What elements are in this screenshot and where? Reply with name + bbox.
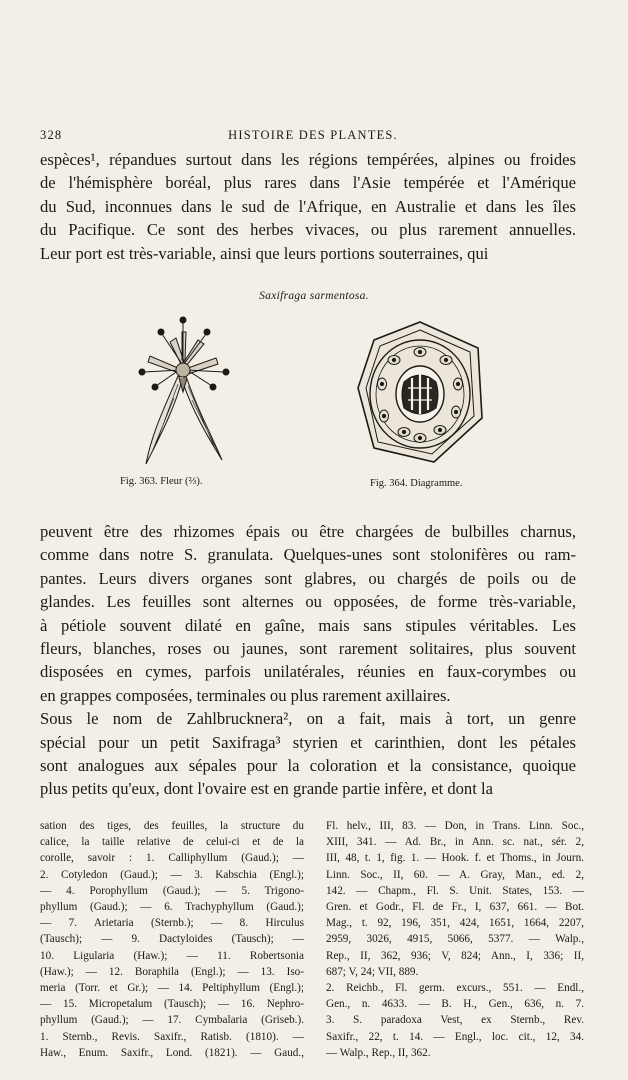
text-line: plus petits qu'eux, dont l'ovaire est en grande partie infère, et dont la xyxy=(40,779,493,799)
text-line: en grappes composées, terminales ou plus rarement axillaires. xyxy=(40,685,451,705)
plate-title: Saxifraga sarmentosa. xyxy=(259,290,369,302)
footnote-line: 687; V, 24; VII, 889. xyxy=(326,965,419,978)
text-line: comme dans notre S. granulata. Quelques-unes sont stolonifères ou ram- xyxy=(40,545,576,565)
flower-illustration xyxy=(126,314,236,474)
text-line: du Pacifique. Ce sont des herbes vivaces, ou plus rarement annuelles. xyxy=(40,220,576,240)
footnote-line: — 15. Micropetalum (Tausch); — 16. Nephro- xyxy=(40,998,304,1011)
text-line: à pétiole souvent dilaté en gaîne, mais sans stipules véritables. Les xyxy=(40,615,576,635)
footnote-line: 10. Ligularia (Haw.); — 11. Robertsonia xyxy=(40,949,304,962)
figure-364-caption: Fig. 364. Diagramme. xyxy=(370,478,463,489)
running-header xyxy=(40,128,586,148)
footnotes-left-column xyxy=(40,818,304,1061)
footnotes-right-column xyxy=(326,818,584,1061)
text-line: sont analogues aux sépales pour la coloration et la consistance, quoique xyxy=(40,756,576,776)
footnote-line: Haw., Enum. Saxifr., Lond. (1821). — Gaud., xyxy=(40,1046,304,1059)
text-line: du Sud, inconnues dans le sud de l'Afrique, en Australie et dans les îles xyxy=(40,196,576,216)
footnote-line: 142. — Chapm., Fl. S. Unit. States, 153. — xyxy=(326,884,584,897)
footnote-line: Linn. Soc., II, 60. — A. Gray, Man., ed. 2, xyxy=(326,868,584,881)
page-number: 328 xyxy=(40,128,63,142)
footnote-line: III, 48, t. 1, fig. 1. — Hook. f. et Thoms., in Journ. xyxy=(326,852,584,865)
text-line: pantes. Leurs divers organes sont glabres, ou chargés de poils ou de xyxy=(40,568,576,588)
footnote-line: sation des tiges, des feuilles, la structure du xyxy=(40,820,304,832)
footnote-line: Fl. helv., III, 83. — Don, in Trans. Linn. Soc., xyxy=(326,820,584,832)
running-title: HISTOIRE DES PLANTES. xyxy=(228,128,398,142)
footnote-line: phyllum (Gaud.); — 6. Trachyphyllum (Gaud.); xyxy=(40,901,304,914)
text-line: spécial pour un petit Saxifraga³ styrien et carinthien, dont les pétales xyxy=(40,732,576,752)
footnote-line: — 4. Porophyllum (Gaud.); — 5. Trigono- xyxy=(40,884,304,897)
footnote-line: phyllum (Gaud.); — 17. Cymbalaria (Griseb.). xyxy=(40,1014,304,1027)
figure-363-caption: Fig. 363. Fleur (⅔). xyxy=(120,476,203,487)
text-line: Leur port est très-variable, ainsi que leurs portions souterraines, qui xyxy=(40,243,489,263)
footnote-line: (Haw.); — 12. Boraphila (Engl.); — 13. Iso- xyxy=(40,965,304,978)
text-line: peuvent être des rhizomes épais ou être chargées de bulbilles charnus, xyxy=(40,522,576,541)
footnote-line: Gren. et Godr., Fl. de Fr., I, 637, 661. — Bot. xyxy=(326,901,584,914)
text-line: espèces¹, répandues surtout dans les régions tempérées, alpines ou froides xyxy=(40,150,576,169)
footnote-line: 1. Sternb., Revis. Saxifr., Ratisb. (1810). — xyxy=(40,1030,304,1043)
footnote-line: Mag., t. 92, 196, 351, 424, 1651, 1664, 2207, xyxy=(326,917,584,930)
footnote-line: meria (Torr. et Gr.); — 14. Peltiphyllum (Engl.); xyxy=(40,982,304,995)
footnote-line: 3. S. paradoxa Vest, ex Sternb., Rev. xyxy=(326,1014,584,1027)
footnote-line: — Walp., Rep., II, 362. xyxy=(326,1046,431,1059)
text-line: disposées en cymes, parfois unilatérales, réunies en faux-corymbes ou xyxy=(40,662,576,682)
footnote-line: Rep., II, 362, 936; V, 824; Ann., I, 336; II, xyxy=(326,949,584,962)
footnote-line: corolle, savoir : 1. Calliphyllum (Gaud.); — xyxy=(40,852,304,865)
footnote-line: 2. Reichb., Fl. germ. excurs., 551. — Endl., xyxy=(326,982,584,995)
text-line: glandes. Les feuilles sont alternes ou opposées, de forme très-variable, xyxy=(40,592,576,612)
body-paragraph-2 xyxy=(40,520,576,801)
footnote-line: — 7. Arietaria (Sternb.); — 8. Hirculus xyxy=(40,917,304,930)
footnote-line: (Tausch); — 9. Dactyloides (Tausch); — xyxy=(40,933,304,946)
footnote-line: Saxifr., 22, t. 14. — Engl., loc. cit., 12, 34. xyxy=(326,1030,584,1043)
floral-diagram xyxy=(354,318,486,468)
footnote-line: 2959, 3026, 4915, 5066, 5377. — Walp., xyxy=(326,933,584,946)
footnote-line: XIII, 341. — Ad. Br., in Ann. sc. nat., sér. 2, xyxy=(326,836,584,849)
footnote-line: calice, la taille relative de celui-ci et de la xyxy=(40,836,304,849)
text-line: fleurs, blanches, roses ou jaunes, sont rarement solitaires, plus souvent xyxy=(40,639,576,659)
footnote-line: 2. Cotyledon (Gaud.); — 3. Kabschia (Engl.); xyxy=(40,868,304,881)
text-line: de l'hémisphère boréal, plus rares dans l'Asie tempérée et l'Amérique xyxy=(40,173,576,193)
footnote-line: Gen., n. 4633. — B. H., Gen., 636, n. 7. xyxy=(326,998,584,1011)
body-paragraph-1 xyxy=(40,148,576,265)
text-line: Sous le nom de Zahlbrucknera², on a fait, mais à tort, un genre xyxy=(40,709,576,729)
